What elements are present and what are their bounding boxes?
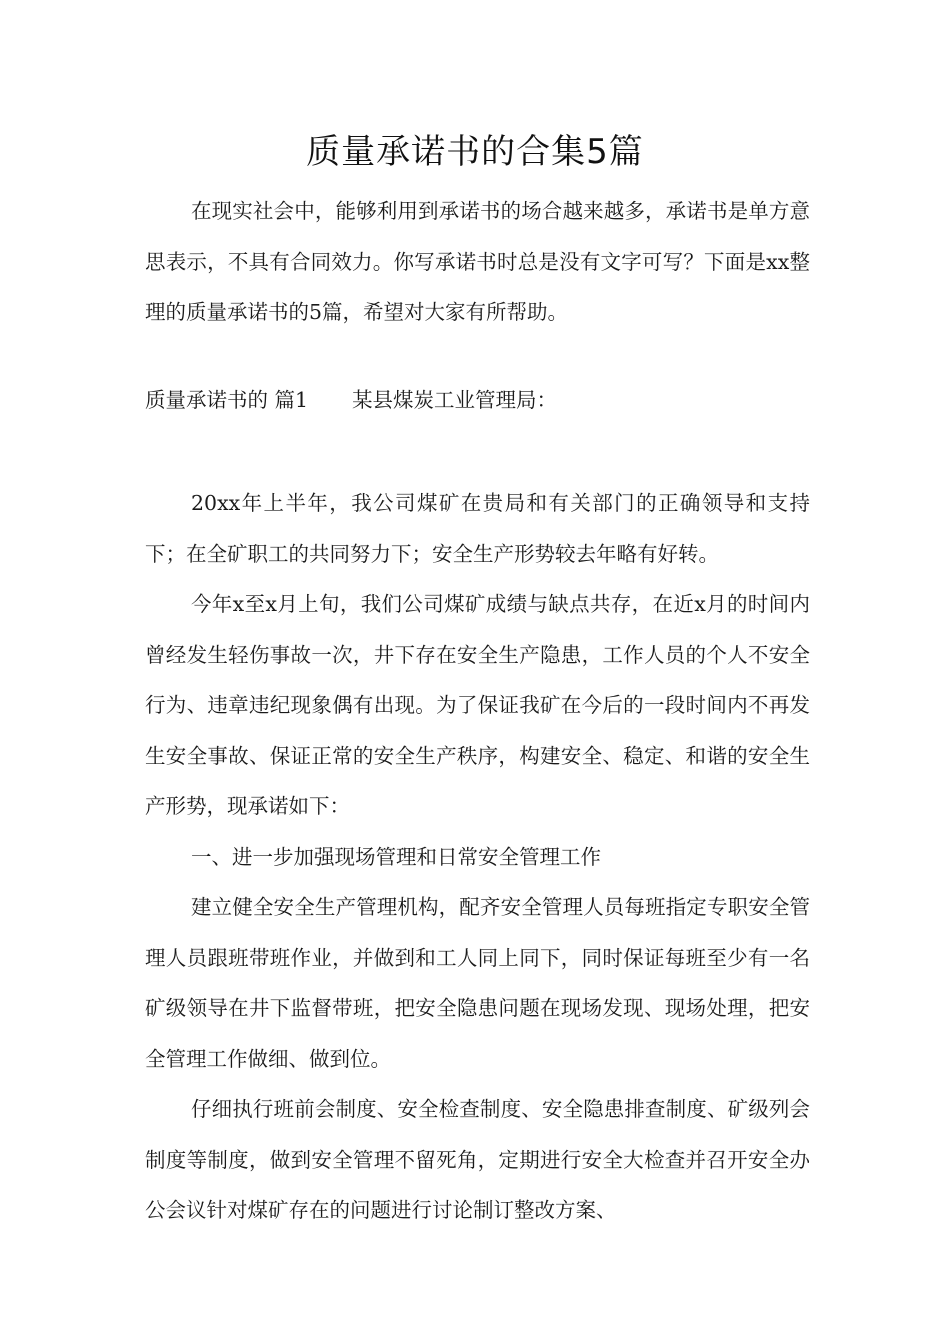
addressee: 某县煤炭工业管理局： <box>352 388 558 412</box>
document-title: 质量承诺书的合集5篇 <box>306 132 644 172</box>
body-paragraph: 仔细执行班前会制度、安全检查制度、安全隐患排查制度、矿级列会制度等制度，做到安全管理不留死角，定期进行安全大检查并召开安全办公会议针对煤矿存在的问题进行讨论制订整改方案、 <box>145 1097 810 1222</box>
subheading-paragraph: 一、进一步加强现场管理和日常安全管理工作 <box>191 844 601 869</box>
body-paragraph: 20xx年上半年，我公司煤矿在贵局和有关部门的正确领导和支持下；在全矿职工的共同努力下；安全生产形势较去年略有好转。 <box>145 491 810 566</box>
section-heading <box>145 378 810 422</box>
main-body <box>145 478 810 1236</box>
intro-paragraph: 在现实社会中，能够利用到承诺书的场合越来越多，承诺书是单方意思表示，不具有合同效力。你写承诺书时总是没有文字可写？下面是xx整理的质量承诺书的5篇，希望对大家有所帮助。 <box>145 199 810 324</box>
section-label: 质量承诺书的 篇1 <box>145 388 309 412</box>
body-paragraph: 建立健全安全生产管理机构，配齐安全管理人员每班指定专职安全管理人员跟班带班作业，并做到和工人同上同下，同时保证每班至少有一名矿级领导在井下监督带班，把安全隐患问题在现场发现、现场处理，把安全管理工作做细、做到位。 <box>145 895 810 1071</box>
intro-block <box>145 186 810 338</box>
body-paragraph: 今年x至x月上旬，我们公司煤矿成绩与缺点共存，在近x月的时间内曾经发生轻伤事故一次，井下存在安全生产隐患，工作人员的个人不安全行为、违章违纪现象偶有出现。为了保证我矿在今后的一段时间内不再发生安全事故、保证正常的安全生产秩序，构建安全、稳定、和谐的安全生产形势，现承诺如下： <box>145 592 810 818</box>
